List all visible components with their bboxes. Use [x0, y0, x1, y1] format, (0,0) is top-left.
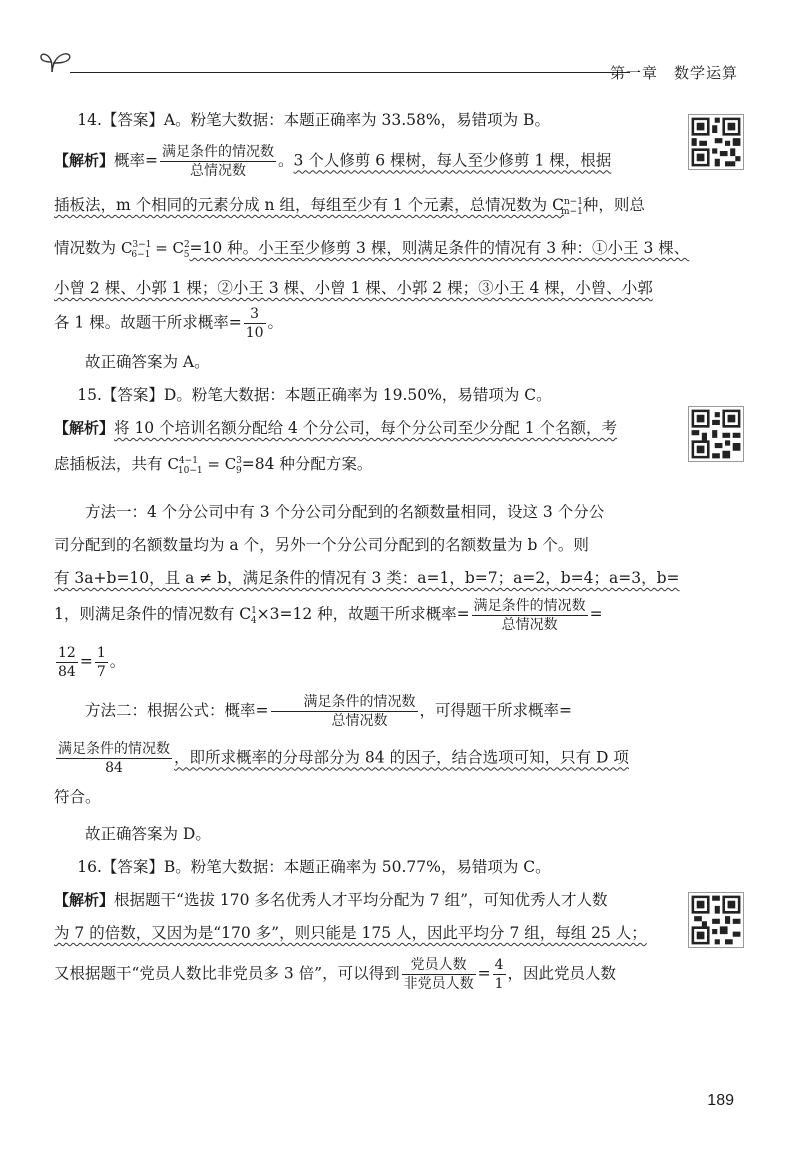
q15-method1-line5: $\frac{12}{84}$ = $\frac{1}{7}$ 。 [58, 645, 126, 680]
q15-answer-line: 15.【答案】D。粉笔大数据：本题正确率为 19.50%，易错项为 C。 [77, 386, 552, 404]
fraction-denominator: 1 [494, 976, 504, 992]
fraction-numerator: 党员人数 [402, 956, 476, 975]
fraction [244, 305, 266, 342]
q14-analysis-line2 [54, 186, 666, 229]
combination-symbol: $^1_4$ [250, 606, 257, 626]
q16-analysis-line3: 又根据题干“党员人数比非党员多 3 倍”，可以得到 $\frac{\text{党员人数}}{\text{非党员人数}}$ = $\frac{4}{1}$ ，因此党员人数 [54, 957, 617, 992]
header-rule [70, 72, 630, 73]
fraction-numerator: 满足条件的情况数 [271, 693, 418, 712]
underlined-text: 为 7 的倍数，又因为是“170 多”，则只能是 175 人，因此平均分 7 组，每组 25 人； [54, 924, 647, 942]
q15-method1-line4 [54, 595, 666, 638]
text: ，可得题干所求概率= [419, 701, 572, 720]
fraction [56, 740, 172, 777]
combination-formula: $C^{3-1}_{6-1} = C^2_5$ [120, 239, 190, 260]
text: 概率= [114, 151, 159, 170]
fraction [95, 644, 108, 681]
q15-analysis-line1 [54, 412, 666, 445]
underlined-text: 3 个人修剪 6 棵树，每人至少修剪 1 棵，根据 [293, 151, 612, 170]
text: 又根据题干“党员人数比非党员多 3 倍”，可以得到 [54, 964, 400, 983]
fraction [493, 956, 506, 993]
fraction [56, 644, 78, 681]
fraction-denominator: 总情况数 [501, 616, 558, 633]
underlined-text: 有 3a+b=10，且 a ≠ b，满足条件的情况有 3 类：a=1，b=7；a=2，b=4；a=3，b= [54, 569, 680, 587]
underlined-text: ，即所求概率的分母部分为 84 的因子，结合选项可知，只有 D 项 [174, 748, 629, 767]
text: 。 [267, 313, 284, 332]
fraction-numerator: 满足条件的情况数 [162, 144, 275, 160]
q15-method2-line3: 符合。 [54, 788, 101, 806]
answer-content [54, 104, 690, 993]
underlined-text: 将 10 个培训名额分配给 4 个分公司，每个分公司至少分配 1 个名额，考 [114, 419, 618, 437]
fraction-denominator: 10 [245, 325, 264, 341]
q15-method1-line2: 司分配到的名额数量均为 a 个，另外一个分公司分配到的名额数量为 b 个。则 [54, 536, 589, 554]
fraction [160, 143, 276, 180]
text: 种，则总 [582, 196, 645, 214]
q15-method1-line1: 方法一：4 个分公司中有 3 个分公司分配到的名额数量相同，设这 3 个分公 [85, 503, 605, 521]
text: 情况数为 [54, 239, 121, 257]
q15-method1-line3 [54, 562, 680, 595]
fraction-numerator: 12 [58, 645, 76, 661]
fraction-numerator: 满足条件的情况数 [58, 741, 170, 757]
fraction [402, 956, 476, 993]
fraction-numerator: 3 [244, 305, 266, 324]
sprout-icon [40, 48, 74, 74]
text: 方法二：根据公式：概率= [85, 701, 269, 720]
q14-final-answer: 故正确答案为 A。 [85, 353, 210, 371]
combination-symbol: $^{n-1}_{m-1}$ [561, 197, 584, 217]
text: 各 1 棵。故题干所求概率= [54, 313, 242, 332]
fraction [472, 597, 588, 634]
fraction-denominator: 84 [58, 664, 76, 680]
q14-analysis-line3 [54, 229, 690, 272]
fraction-denominator: 非党员人数 [403, 976, 474, 992]
text: ×3=12 种，故题干所求概率= [256, 605, 470, 623]
fraction-numerator: 满足条件的情况数 [473, 597, 586, 614]
fraction-numerator: 1 [96, 645, 106, 661]
analysis-label: 【解析】 [54, 151, 115, 170]
q14-analysis-line4 [54, 272, 666, 305]
fraction-denominator: 总情况数 [331, 713, 388, 729]
combination-formula: $C^{4-1}_{10-1} = C^3_9$ [167, 455, 242, 476]
text: = [589, 605, 603, 623]
fraction-numerator: 4 [494, 957, 504, 973]
q16-analysis-line1 [54, 884, 666, 917]
q15-final-answer: 故正确答案为 D。 [85, 825, 211, 843]
analysis-label: 【解析】 [54, 891, 115, 909]
q16-analysis-line2 [54, 917, 666, 950]
text: 虑插板法，共有 [54, 455, 168, 473]
qr-code-icon[interactable] [688, 892, 744, 948]
text: =84 种分配方案。 [241, 455, 373, 473]
text: 根据题干“选拔 170 多名优秀人才平均分配为 7 组”，可知优秀人才人数 [114, 891, 608, 909]
analysis-label: 【解析】 [54, 419, 115, 437]
page-header [40, 40, 760, 80]
fraction-denominator: 总情况数 [190, 163, 247, 179]
chapter-title: 第一章 数学运算 [609, 64, 738, 82]
underlined-text: =10 种。小王至少修剪 3 棵，则满足条件的情况有 3 种：①小王 3 棵、 [189, 239, 690, 257]
q16-answer-line: 16.【答案】B。粉笔大数据：本题正确率为 50.77%，易错项为 C。 [77, 858, 551, 876]
q14-analysis-line5 [54, 305, 666, 342]
fraction-denominator: 7 [96, 664, 106, 680]
q15-method2-line2 [54, 740, 666, 777]
q14-analysis-line1 [54, 143, 666, 180]
q14-answer-line: 14.【答案】A。粉笔大数据：本题正确率为 33.58%，易错项为 B。 [77, 111, 550, 129]
page-number: 189 [707, 1092, 734, 1109]
underlined-text: 小曾 2 棵、小郭 1 棵；②小王 3 棵、小曾 1 棵、小郭 2 棵；③小王 4 棵，小曾、小郭 [54, 279, 653, 297]
q15-method2-line1 [54, 693, 666, 730]
qr-code-icon[interactable] [688, 114, 744, 170]
text: 1，则满足条件的情况数有 C [54, 605, 252, 623]
fraction-denominator: 84 [105, 760, 123, 776]
fraction [271, 693, 418, 730]
q15-analysis-line2 [54, 445, 666, 488]
underlined-text: 插板法，m 个相同的元素分成 n 组，每组至少有 1 个元素，总情况数为 C [54, 196, 564, 214]
qr-code-icon[interactable] [688, 406, 744, 462]
text: 。 [278, 151, 294, 170]
text: ，因此党员人数 [507, 964, 617, 983]
